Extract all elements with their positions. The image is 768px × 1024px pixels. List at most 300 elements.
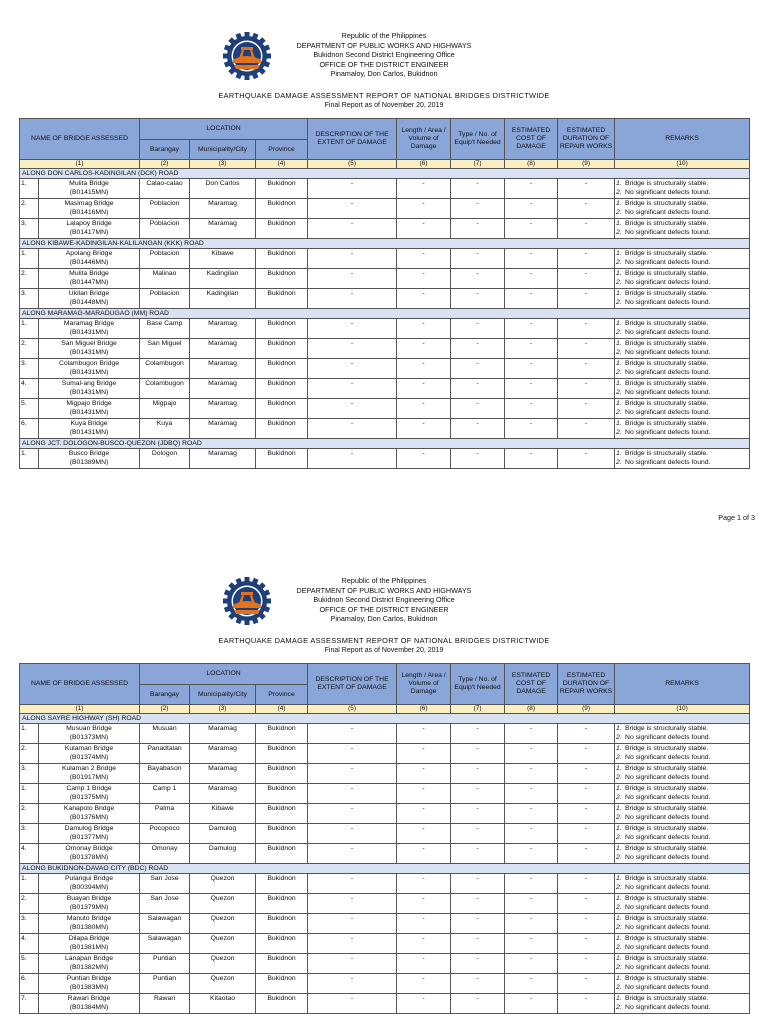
- empty-value-dash: -: [558, 994, 615, 1014]
- remark-number: 1.: [616, 400, 622, 407]
- remark-text: No significant defects found.: [625, 774, 711, 781]
- empty-value-dash: -: [451, 219, 505, 239]
- bridge-row: [20, 449, 750, 469]
- barangay-cell: Colambugon: [140, 359, 190, 379]
- bridge-row: [20, 824, 750, 844]
- bridge-row: [20, 804, 750, 824]
- barangay-cell: Poblacion: [140, 249, 190, 269]
- header-line-address: Pinamaloy, Don Carlos, Bukidnon: [330, 69, 438, 79]
- bridge-name: San Miguel Bridge: [61, 340, 117, 347]
- empty-value-dash: -: [505, 319, 558, 339]
- remark-text: Bridge is structurally stable.: [625, 340, 709, 347]
- bridge-row: [20, 179, 750, 199]
- remark-line: [616, 824, 748, 833]
- remarks-cell: [615, 954, 750, 974]
- col-number: (9): [558, 705, 615, 714]
- empty-value-dash: -: [451, 824, 505, 844]
- col-header-length: Length / Area / Volume of Damage: [397, 119, 451, 160]
- bridge-row: [20, 379, 750, 399]
- road-section-row: [20, 309, 750, 319]
- municipality-cell: Maramag: [190, 219, 256, 239]
- remarks-cell: [615, 399, 750, 419]
- municipality-cell: Maramag: [190, 784, 256, 804]
- bridge-name: Dilapa Bridge: [68, 935, 110, 942]
- remark-number: 1.: [616, 785, 622, 792]
- remark-text: No significant defects found.: [625, 459, 711, 466]
- province-cell: Bukidnon: [256, 419, 308, 439]
- province-cell: Bukidnon: [256, 764, 308, 784]
- province-cell: Bukidnon: [256, 844, 308, 864]
- remark-text: No significant defects found.: [625, 904, 711, 911]
- row-number: 7.: [20, 994, 39, 1014]
- empty-value-dash: -: [308, 804, 397, 824]
- bridge-name-cell: [39, 764, 140, 784]
- remark-text: No significant defects found.: [625, 409, 711, 416]
- empty-value-dash: -: [397, 359, 451, 379]
- empty-value-dash: -: [451, 784, 505, 804]
- bridge-row: [20, 289, 750, 309]
- empty-value-dash: -: [558, 874, 615, 894]
- remarks-cell: [615, 249, 750, 269]
- bridge-name: Kuya Bridge: [70, 420, 108, 427]
- bridge-name: Kulaman 2 Bridge: [61, 765, 117, 772]
- barangay-cell: Salawagan: [140, 934, 190, 954]
- empty-value-dash: -: [505, 269, 558, 289]
- empty-value-dash: -: [558, 249, 615, 269]
- row-number: 6.: [20, 974, 39, 994]
- report-header: [0, 545, 768, 641]
- row-number: 1.: [20, 784, 39, 804]
- municipality-cell: Quezon: [190, 914, 256, 934]
- empty-value-dash: -: [558, 379, 615, 399]
- province-cell: Bukidnon: [256, 824, 308, 844]
- row-number: 3.: [20, 289, 39, 309]
- col-number: (1): [20, 705, 140, 714]
- bridge-name: Mulita Bridge: [69, 270, 109, 277]
- row-number: 2.: [20, 269, 39, 289]
- road-section-title: ALONG KIBAWE-KADINGILAN-KALILANGAN (KKK) ROAD: [20, 239, 750, 249]
- col-number: (7): [451, 160, 505, 169]
- remark-line: [616, 379, 748, 388]
- remark-number: 1.: [616, 875, 622, 882]
- empty-value-dash: -: [505, 419, 558, 439]
- column-number-row: [20, 160, 750, 169]
- road-section-title: ALONG SAYRE HIGHWAY (SH) ROAD: [20, 714, 750, 724]
- empty-value-dash: -: [308, 199, 397, 219]
- remark-number: 1.: [616, 380, 622, 387]
- remark-line: [616, 359, 748, 368]
- empty-value-dash: -: [308, 784, 397, 804]
- barangay-cell: Bayabason: [140, 764, 190, 784]
- remark-number: 2.: [616, 329, 622, 336]
- barangay-cell: Dologon: [140, 449, 190, 469]
- empty-value-dash: -: [505, 994, 558, 1014]
- remark-line: [616, 249, 748, 258]
- remark-line: [616, 934, 748, 943]
- empty-value-dash: -: [308, 379, 397, 399]
- bridge-name-cell: [39, 219, 140, 239]
- empty-value-dash: -: [308, 319, 397, 339]
- empty-value-dash: -: [308, 449, 397, 469]
- bridge-row: [20, 994, 750, 1014]
- remark-line: [616, 974, 748, 983]
- remark-text: No significant defects found.: [625, 349, 711, 356]
- empty-value-dash: -: [397, 379, 451, 399]
- bridge-row: [20, 744, 750, 764]
- province-cell: Bukidnon: [256, 914, 308, 934]
- remark-number: 2.: [616, 854, 622, 861]
- municipality-cell: Don Carlos: [190, 179, 256, 199]
- bridge-code: (B01448MN): [69, 299, 109, 306]
- empty-value-dash: -: [308, 249, 397, 269]
- col-header-type: Type / No. of Equip't Needed: [451, 119, 505, 160]
- remark-line: [616, 724, 748, 733]
- remarks-cell: [615, 914, 750, 934]
- remarks-cell: [615, 764, 750, 784]
- row-number: 3.: [20, 219, 39, 239]
- remark-text: No significant defects found.: [625, 944, 711, 951]
- bridge-code: (B01446MN): [69, 259, 109, 266]
- municipality-cell: Maramag: [190, 359, 256, 379]
- bridge-name: Apolang Bridge: [65, 250, 113, 257]
- remarks-cell: [615, 449, 750, 469]
- remark-text: Bridge is structurally stable.: [625, 320, 709, 327]
- remark-text: No significant defects found.: [625, 209, 711, 216]
- col-header-name: NAME OF BRIDGE ASSESSED: [20, 119, 140, 160]
- municipality-cell: Maramag: [190, 449, 256, 469]
- bridge-name: Lalapoy Bridge: [66, 220, 112, 227]
- remark-text: No significant defects found.: [625, 884, 711, 891]
- empty-value-dash: -: [451, 914, 505, 934]
- bridge-row: [20, 319, 750, 339]
- empty-value-dash: -: [558, 339, 615, 359]
- remark-number: 1.: [616, 915, 622, 922]
- empty-value-dash: -: [397, 894, 451, 914]
- remarks-cell: [615, 199, 750, 219]
- empty-value-dash: -: [308, 289, 397, 309]
- col-number: (9): [558, 160, 615, 169]
- empty-value-dash: -: [451, 764, 505, 784]
- remark-number: 2.: [616, 369, 622, 376]
- bridge-code: (B01917MN): [69, 774, 109, 781]
- report-title: EARTHQUAKE DAMAGE ASSESSMENT REPORT OF NATIONAL BRIDGES DISTRICTWIDE: [218, 91, 550, 100]
- bridge-name-cell: [39, 914, 140, 934]
- empty-value-dash: -: [308, 954, 397, 974]
- bridge-name-cell: [39, 249, 140, 269]
- report-subtitle: Final Report as of November 20, 2019: [324, 102, 444, 109]
- remark-number: 2.: [616, 754, 622, 761]
- barangay-cell: Musuan: [140, 724, 190, 744]
- row-number: 1.: [20, 179, 39, 199]
- province-cell: Bukidnon: [256, 974, 308, 994]
- remark-number: 1.: [616, 320, 622, 327]
- empty-value-dash: -: [558, 199, 615, 219]
- row-number: 3.: [20, 764, 39, 784]
- remark-text: Bridge is structurally stable.: [625, 895, 709, 902]
- bridge-name-cell: [39, 339, 140, 359]
- province-cell: Bukidnon: [256, 249, 308, 269]
- remark-text: No significant defects found.: [625, 389, 711, 396]
- remarks-cell: [615, 339, 750, 359]
- province-cell: Bukidnon: [256, 359, 308, 379]
- municipality-cell: Maramag: [190, 764, 256, 784]
- col-header-length: Length / Area / Volume of Damage: [397, 664, 451, 705]
- col-number: (7): [451, 705, 505, 714]
- remarks-cell: [615, 269, 750, 289]
- province-cell: Bukidnon: [256, 724, 308, 744]
- barangay-cell: Kuya: [140, 419, 190, 439]
- remark-text: No significant defects found.: [625, 1004, 711, 1011]
- remark-line: [616, 208, 748, 217]
- remark-text: No significant defects found.: [625, 299, 711, 306]
- bridge-row: [20, 934, 750, 954]
- remark-text: Bridge is structurally stable.: [625, 450, 709, 457]
- remark-number: 2.: [616, 259, 622, 266]
- remark-line: [616, 319, 748, 328]
- remark-line: [616, 883, 748, 892]
- empty-value-dash: -: [558, 764, 615, 784]
- remarks-cell: [615, 844, 750, 864]
- bridge-name: Mulita Bridge: [69, 180, 109, 187]
- col-number: (5): [308, 160, 397, 169]
- remark-line: [616, 784, 748, 793]
- col-header-cost: ESTIMATED COST OF DAMAGE: [505, 119, 558, 160]
- empty-value-dash: -: [505, 379, 558, 399]
- remark-line: [616, 994, 748, 1003]
- empty-value-dash: -: [308, 179, 397, 199]
- province-cell: Bukidnon: [256, 339, 308, 359]
- empty-value-dash: -: [451, 804, 505, 824]
- remark-line: [616, 833, 748, 842]
- remark-number: 1.: [616, 765, 622, 772]
- header-line-republic: Republic of the Philippines: [341, 31, 427, 40]
- remark-text: No significant defects found.: [625, 984, 711, 991]
- empty-value-dash: -: [451, 179, 505, 199]
- road-section-row: [20, 169, 750, 179]
- empty-value-dash: -: [308, 894, 397, 914]
- remark-number: 2.: [616, 904, 622, 911]
- empty-value-dash: -: [451, 844, 505, 864]
- page-number: Page 1 of 3: [718, 513, 755, 522]
- remark-line: [616, 458, 748, 467]
- header-line-address: Pinamaloy, Don Carlos, Bukidnon: [330, 614, 438, 624]
- remark-line: [616, 954, 748, 963]
- empty-value-dash: -: [558, 954, 615, 974]
- row-number: 4.: [20, 934, 39, 954]
- col-number: (6): [397, 160, 451, 169]
- empty-value-dash: -: [397, 934, 451, 954]
- empty-value-dash: -: [558, 724, 615, 744]
- header-line-republic: Republic of the Philippines: [341, 576, 427, 585]
- remark-number: 2.: [616, 774, 622, 781]
- remark-text: No significant defects found.: [625, 924, 711, 931]
- province-cell: Bukidnon: [256, 954, 308, 974]
- remark-number: 1.: [616, 250, 622, 257]
- remark-line: [616, 733, 748, 742]
- remark-number: 2.: [616, 349, 622, 356]
- empty-value-dash: -: [451, 399, 505, 419]
- empty-value-dash: -: [308, 764, 397, 784]
- empty-value-dash: -: [558, 289, 615, 309]
- province-cell: Bukidnon: [256, 179, 308, 199]
- remarks-cell: [615, 894, 750, 914]
- empty-value-dash: -: [505, 894, 558, 914]
- remark-line: [616, 983, 748, 992]
- province-cell: Bukidnon: [256, 934, 308, 954]
- bridge-name: Colambugon Bridge: [58, 360, 120, 367]
- remark-number: 1.: [616, 825, 622, 832]
- barangay-cell: Poblacion: [140, 289, 190, 309]
- remark-text: Bridge is structurally stable.: [625, 360, 709, 367]
- bridge-code: (B01378MN): [69, 854, 109, 861]
- road-section-row: [20, 714, 750, 724]
- bridge-row: [20, 219, 750, 239]
- empty-value-dash: -: [397, 994, 451, 1014]
- col-header-province: Province: [256, 140, 308, 160]
- municipality-cell: Maramag: [190, 319, 256, 339]
- remark-text: No significant defects found.: [625, 964, 711, 971]
- remarks-cell: [615, 994, 750, 1014]
- province-cell: Bukidnon: [256, 269, 308, 289]
- bridge-code: (B01415MN): [69, 189, 109, 196]
- empty-value-dash: -: [505, 844, 558, 864]
- empty-value-dash: -: [505, 339, 558, 359]
- row-number: 1.: [20, 724, 39, 744]
- bridge-name-cell: [39, 934, 140, 954]
- remark-number: 2.: [616, 459, 622, 466]
- bridge-name-cell: [39, 784, 140, 804]
- bridge-code: (B01431MN): [69, 409, 109, 416]
- bridge-name-cell: [39, 419, 140, 439]
- bridge-name-cell: [39, 954, 140, 974]
- remark-number: 1.: [616, 270, 622, 277]
- municipality-cell: Quezon: [190, 954, 256, 974]
- barangay-cell: San Jose: [140, 874, 190, 894]
- province-cell: Bukidnon: [256, 319, 308, 339]
- empty-value-dash: -: [308, 359, 397, 379]
- remark-line: [616, 348, 748, 357]
- col-number: (10): [615, 160, 750, 169]
- remarks-cell: [615, 359, 750, 379]
- remark-text: No significant defects found.: [625, 814, 711, 821]
- bridge-name-cell: [39, 199, 140, 219]
- bridge-code: (B01384MN): [69, 1004, 109, 1011]
- remark-text: No significant defects found.: [625, 834, 711, 841]
- bridge-name-cell: [39, 824, 140, 844]
- empty-value-dash: -: [308, 339, 397, 359]
- barangay-cell: Panadtalan: [140, 744, 190, 764]
- empty-value-dash: -: [397, 784, 451, 804]
- empty-value-dash: -: [397, 319, 451, 339]
- col-number: (2): [140, 705, 190, 714]
- report-page-2: [0, 545, 768, 1024]
- municipality-cell: Quezon: [190, 934, 256, 954]
- empty-value-dash: -: [558, 399, 615, 419]
- bridge-name: Omonay Bridge: [65, 845, 113, 852]
- remarks-cell: [615, 974, 750, 994]
- bridge-assessment-table: [19, 663, 750, 1014]
- bridge-name: Maramag Bridge: [63, 320, 115, 327]
- empty-value-dash: -: [397, 874, 451, 894]
- remark-text: Bridge is structurally stable.: [625, 180, 709, 187]
- empty-value-dash: -: [451, 724, 505, 744]
- empty-value-dash: -: [505, 824, 558, 844]
- bridge-name: Rawari Bridge: [67, 995, 111, 1002]
- remark-number: 1.: [616, 845, 622, 852]
- col-header-municipality: Municipality/City: [190, 685, 256, 705]
- remark-text: Bridge is structurally stable.: [625, 290, 709, 297]
- bridge-name: Masimag Bridge: [64, 200, 114, 207]
- empty-value-dash: -: [558, 894, 615, 914]
- empty-value-dash: -: [505, 449, 558, 469]
- remark-number: 2.: [616, 794, 622, 801]
- bridge-code: (B01374MN): [69, 754, 109, 761]
- empty-value-dash: -: [451, 954, 505, 974]
- remark-line: [616, 1003, 748, 1012]
- bridge-name: Sumal-ang Bridge: [61, 380, 117, 387]
- bridge-name: Migpajo Bridge: [66, 400, 112, 407]
- bridge-code: (B01380MN): [69, 924, 109, 931]
- empty-value-dash: -: [558, 974, 615, 994]
- remark-number: 1.: [616, 220, 622, 227]
- remark-number: 2.: [616, 924, 622, 931]
- empty-value-dash: -: [397, 219, 451, 239]
- col-header-remarks: REMARKS: [615, 119, 750, 160]
- bridge-name-cell: [39, 269, 140, 289]
- bridge-code: (B01373MN): [69, 734, 109, 741]
- empty-value-dash: -: [558, 934, 615, 954]
- remark-line: [616, 199, 748, 208]
- empty-value-dash: -: [505, 914, 558, 934]
- empty-value-dash: -: [558, 744, 615, 764]
- report-subtitle: Final Report as of November 20, 2019: [324, 647, 444, 654]
- remark-text: Bridge is structurally stable.: [625, 845, 709, 852]
- empty-value-dash: -: [397, 289, 451, 309]
- empty-value-dash: -: [451, 379, 505, 399]
- empty-value-dash: -: [505, 724, 558, 744]
- empty-value-dash: -: [308, 934, 397, 954]
- remark-text: No significant defects found.: [625, 794, 711, 801]
- municipality-cell: Maramag: [190, 724, 256, 744]
- barangay-cell: Colambugon: [140, 379, 190, 399]
- bridge-name: Kanapolo Bridge: [63, 805, 115, 812]
- empty-value-dash: -: [451, 994, 505, 1014]
- bridge-name-cell: [39, 359, 140, 379]
- col-header-description: DESCRIPTION OF THE EXTENT OF DAMAGE: [308, 119, 397, 160]
- remark-text: No significant defects found.: [625, 429, 711, 436]
- road-section-row: [20, 439, 750, 449]
- remark-text: Bridge is structurally stable.: [625, 200, 709, 207]
- empty-value-dash: -: [397, 744, 451, 764]
- municipality-cell: Quezon: [190, 874, 256, 894]
- remark-number: 2.: [616, 389, 622, 396]
- remark-line: [616, 408, 748, 417]
- col-header-duration: ESTIMATED DURATION OF REPAIR WORKS: [558, 664, 615, 705]
- municipality-cell: Damulog: [190, 844, 256, 864]
- municipality-cell: Maramag: [190, 379, 256, 399]
- empty-value-dash: -: [308, 994, 397, 1014]
- empty-value-dash: -: [397, 339, 451, 359]
- bridge-name-cell: [39, 974, 140, 994]
- remarks-cell: [615, 319, 750, 339]
- remark-text: Bridge is structurally stable.: [625, 955, 709, 962]
- remark-number: 2.: [616, 964, 622, 971]
- province-cell: Bukidnon: [256, 784, 308, 804]
- row-number: 1.: [20, 874, 39, 894]
- road-section-row: [20, 864, 750, 874]
- header-line-office: Bukidnon Second District Engineering Office: [313, 50, 455, 60]
- remark-number: 2.: [616, 884, 622, 891]
